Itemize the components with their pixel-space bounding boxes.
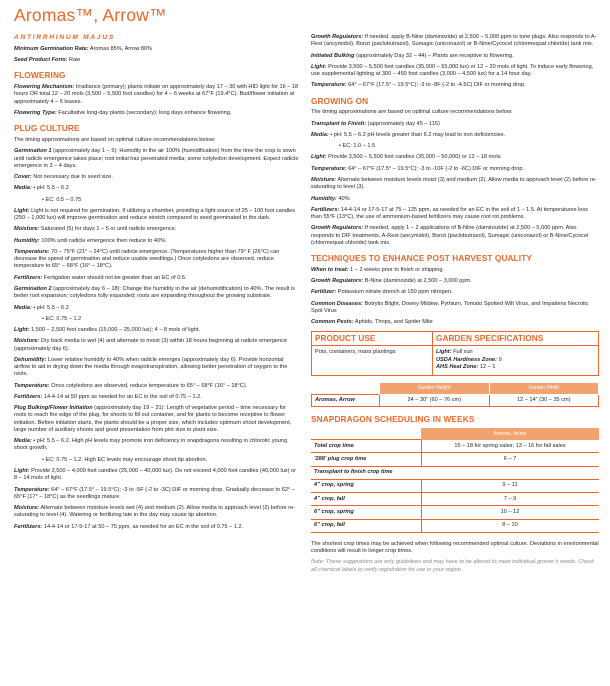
product-use-box [311, 331, 433, 376]
table-row [311, 440, 599, 453]
moisture-3: Moisture: Alternate between moisture levels wet (4) and medium (2). Allow media to approach level (2) before re-saturating to level (4). Watering or fertilizing late in the day may cause tip abortion. [14, 505, 296, 519]
germination-2: Germination 2 (approximately day 6 – 18): Change the humidity in the air (dehumidification) to 40%. The result is better root expansion; cotyledons fully expanded; roots are expanding throughout the growing substrate. [14, 285, 295, 300]
growth-regulators-plug: Growth Regulators: If needed, apply B-Nine (daminozide) at 2,500 – 5,000 ppm to tone plugs. Also responds to A-Rest (ancymidol), Bonzi (paclobutrazol), Sumagic (uniconazol) or B-Nine/Cycocel (chlormequat chloride) tank mix. [311, 34, 597, 48]
growing-on-heading: GROWING ON [311, 95, 369, 106]
row-value: 9 – 11 [421, 479, 599, 492]
harvest-growth-regulators: Growth Regulators: B-Nine (daminozide) at 2,500 – 3,000 ppm. [311, 278, 472, 285]
table-row [311, 479, 599, 492]
temperature-3: Temperature: 64° – 67°F (17.5° – 19.5°C); -3 to -5F (-2 to -3C) DIF or morning drop. Gradually decrease to 62° – 65°F (17° – 18°C) as the seedlings mature. [14, 486, 295, 500]
temperature-2: Temperature: Once cotyledons are observed, reduce temperature to 65° – 68°F (16° – 18°C). [14, 382, 248, 389]
flowering-heading: FLOWERING [14, 70, 66, 81]
variety-name: ANTIRRHINUM MAJUS [14, 34, 115, 41]
garden-height-header: Garden Height [380, 383, 490, 395]
garden-light: Light: Full sun [436, 349, 473, 356]
humidity-1: Humidity: 100% until radicle emergence then reduce to 40%. [14, 237, 167, 244]
variety-label: Aromas, Arrow [312, 394, 380, 406]
row-value: 6 – 7 [421, 453, 599, 466]
table-row [311, 453, 599, 466]
table-row [311, 506, 599, 519]
media-1: Media: • pH: 5.5 – 6.2 [14, 185, 69, 192]
flowering-mechanism: Flowering Mechanism: Irradiance (primary); plants initiate on approximately day 17 – 30 with HID light for 16 – 18 hours OR total 12 – 20 mols (3,500 – 5,500 foot candles) for 4 – 6 weeks at 67°F (19.4°C). Bud/flower initiation at approximately 4 – 6 leaves. [14, 84, 299, 105]
product-use-heading: PRODUCT USE [312, 332, 432, 346]
common-diseases: Common Diseases: Botrytis Blight, Downy Mildew, Pythium, Tomato Spotted Wilt Virus, and Impatiens Necrotic Spot Virus [311, 300, 589, 314]
row-label: 6” crop, fall [311, 519, 421, 532]
fertilizers-1: Fertilizers: Fertigation water should not be greater than an EC of 0.5. [14, 274, 187, 281]
table-row [312, 394, 599, 406]
germination-rate: Minimum Germination Rate: Aromas 85%, Arrow 80% [14, 45, 153, 52]
scheduling-heading: SNAPDRAGON SCHEDULING IN WEEKS [311, 413, 475, 424]
when-to-treat: When to treat: 1 – 2 weeks prior to finish or shipping. [311, 266, 445, 273]
initiated-bulking: Initiated Bulking (approximately Day 32 – 44) – Plants are receptive to flowering. [311, 52, 514, 59]
temperature-bulking: Temperature: 64° – 67°F (17.5° – 19.5°C); -3 to -8F (-2 to -4.5C) DIF or morning drop. [311, 82, 526, 89]
table-row [311, 519, 599, 532]
page-title: Aromas™, Arrow™ [14, 5, 167, 25]
post-harvest-heading: TECHNIQUES TO ENHANCE POST HARVEST QUALITY [311, 253, 533, 264]
guideline-note: Note: These suggestions are only guidelines and may have to be altered to meet individual grower’s needs. Check all chemical labels to verify registration for use in your region. [311, 559, 595, 573]
row-value: 15 – 18 for spring sales; 13 – 16 for fall sales [421, 440, 599, 453]
flowering-type: Flowering Type: Facultative long-day plants (secondary): long days enhance flowering. [14, 109, 232, 116]
media-2: Media: • pH: 5.5 – 6.2 [14, 304, 69, 311]
growing-fertilizers: Fertilizers: 14-4-14 or 17-5-17 at 75 – 125 ppm, as needed for an EC in the soil of 1 – 1.5. At temperatures less than 55°F (13°C), the use of ammonium-based fertilizers may cause root rot problems. [311, 206, 589, 221]
seed-form: Seed Product Form: Raw [14, 57, 81, 64]
fertilizers-3: Fertilizers: 14-4-14 or 17-5-17 at 50 – 75 ppm, as needed for an EC in the soil of 0.75 – 1.2. [14, 523, 244, 530]
garden-size-table [311, 382, 599, 407]
usda-zone: USDA Hardiness Zone: 9 [436, 356, 502, 363]
light-bulking: Light: Provide 3,500 – 5,500 foot candles (35,000 – 55,000 lux) or 12 – 20 mols of light. To induce early flowering, use supplemental lighting at 300 – 450 foot candles (3,000 – 4,500 lux) for a 14 hour day. [311, 63, 594, 78]
media-1-ec: • EC: 0.5 – 0.75 [42, 196, 82, 203]
garden-specs-heading: GARDEN SPECIFICATIONS [433, 332, 598, 346]
growing-growth-regulators: Growth Regulators: If needed, apply 1 – 2 applications of B-Nine (daminozide) at 2,500 – 5,000 ppm. Also responds to DIF treatments, A-Rest (ancymidol), Bonzi (paclobutrazol), Sumagic (uniconazol) or B-Nine/Cycocel (chlormequat chloride) tank mix. [311, 225, 589, 246]
spec-boxes [311, 331, 599, 376]
garden-width-header: Garden Width [489, 383, 599, 395]
growing-moisture: Moisture: Alternate between moisture levels moist (3) and medium (2). Allow media to approach level (2) before re-saturating to level (3). [311, 176, 597, 191]
row-value: 7 – 9 [421, 493, 599, 506]
garden-specs-body [433, 346, 598, 371]
growing-humidity: Humidity: 40% [311, 195, 350, 202]
row-label: 6” crop, spring [311, 506, 421, 519]
transplant-to-finish: Transplant to Finish: (approximately day 45 – 115) [311, 120, 440, 127]
media-3-ec: • EC: 0.75 – 1.2. High EC levels may encourage shoot tip abortion. [42, 456, 208, 463]
left-column [14, 34, 300, 535]
media-3: Media: • pH: 5.5 – 6.2. High pH levels may promote iron deficiency in snapdragons resulting in chlorotic young shoot growth. [14, 438, 288, 452]
table-row [311, 493, 599, 506]
row-value: 8 – 10 [421, 519, 599, 532]
scheduling-table [311, 428, 599, 533]
plug-culture-heading: PLUG CULTURE [14, 123, 80, 134]
table-row [311, 466, 599, 479]
germination-1: Germination 1 (approximately day 1 – 5): Humidity in the air 100% (humidification) from the time the crop is sown until radicle emergence takes place; root initial has penetrated media; some cotyledon development. Expect radicle emergence in 3 – 4 days. [14, 148, 299, 169]
growing-intro: The timing approximations are based on optimal culture recommendations below: [311, 109, 513, 116]
schedule-footnote: The shortest crop times may be achieved when following recommended optimal culture. Deviations in environmental conditions will result in longer crop times. [311, 540, 599, 555]
plug-intro: The timing approximations are based on optimal culture recommendations below: [14, 136, 216, 143]
harvest-fertilizer: Fertilizer: Potassium nitrate drench at 150 ppm nitrogen. [311, 289, 453, 296]
row-value: 10 – 12 [421, 506, 599, 519]
dehumidify: Dehumidify: Lower relative humidity to 40% when radicle emerges (approximately day 6). Provide horizontal airflow to aid in drying down the media through evapotranspiration, allowing better penetration of oxygen to the roots. [14, 356, 288, 378]
growing-media: Media: • pH: 5.5 – 6.2 pH levels greater than 6.2 may lead to iron deficiencies. [311, 131, 506, 138]
row-label: 4” crop, spring [311, 479, 421, 492]
ahs-heat-zone: AHS Heat Zone: 12 – 1 [436, 363, 496, 370]
growing-media-ec: • EC: 1.0 – 1.5 [339, 143, 376, 150]
row-label: Transplant to finish crop time [311, 466, 599, 479]
growing-light: Light: Provide 3,500 – 5,500 foot candles (35,000 – 50,000) or 12 – 18 mols. [311, 154, 502, 161]
garden-specs-box [433, 331, 599, 376]
product-use-text: Pots, containers, mass plantings [315, 349, 396, 356]
schedule-column-header: Aromas, Arrow [421, 428, 599, 440]
right-column [311, 34, 599, 578]
fertilizers-2: Fertilizers: 14-4-14 at 50 ppm as needed for an EC in the soil of 0.75 – 1.2. [14, 393, 202, 400]
plug-bulking: Plug Bulking/Flower Initiation (approximately day 19 – 31): Length of vegetative period – time necessary for roots to reach the edge of the plug, for shoots to fill out container, and for plants to become receptive to flower initiation. Before initiation starts, the plants should be a proper size, which includes optimum shoot development, large number of auxiliary shoots and good presentation from plot size to plant size. [14, 405, 292, 433]
light-2: Light: 1,500 – 2,500 foot candles (15,000 – 25,000 lux); 4 – 8 mols of light. [14, 327, 200, 334]
garden-width-value: 12 – 14" (30 – 35 cm) [489, 394, 599, 406]
row-label: ’288’ plug crop time [311, 453, 421, 466]
growing-temperature: Temperature: 64° – 67°F (17.5° – 19.5°C); -3 to -10F (-2 to -6C) DIF or morning drop. [311, 165, 524, 172]
blank-header [312, 383, 380, 395]
moisture-1: Moisture: Saturated (5) for days 1 – 5 or until radicle emergence. [14, 226, 177, 233]
row-label: 4” crop, fall [311, 493, 421, 506]
moisture-2: Moisture: Dry back media to wet (4) and alternate to moist (3) within 18 hours beginning at radicle emergence (approximately day 6). [14, 338, 287, 352]
garden-height-value: 24 – 30" (60 – 76 cm) [380, 394, 490, 406]
temperature-1: Temperature: 70 – 75°F (21° – 24°C) until radicle emergence. (Temperatures higher than 79° F (26°C) can decrease the speed of germination and reduce usable seedlings.) Once cotyledons are observed, reduce temperature to 65° – 68°F (16° – 18°C). [14, 248, 280, 270]
common-pests: Common Pests: Aphids, Thrips, and Spider Mite [311, 319, 433, 326]
blank-header [311, 428, 421, 440]
light-1: Light: Light is not required for germination. If utilizing a chamber, providing a light source of 25 – 100 foot candles (250 – 1,000 lux) will improve germination and reduce stretch compared to seed germinated in the dark. [14, 207, 296, 222]
row-label: Total crop time [311, 440, 421, 453]
light-3: Light: Provide 2,500 – 4,000 foot candles (25,000 – 40,000 lux). Do not exceed 4,000 foot candles (40,000 lux) or 8 – 14 mols of light. [14, 468, 297, 482]
cover: Cover: Not necessary due to seed size. [14, 174, 113, 181]
media-2-ec: • EC: 0.75 – 1.2 [42, 315, 82, 322]
